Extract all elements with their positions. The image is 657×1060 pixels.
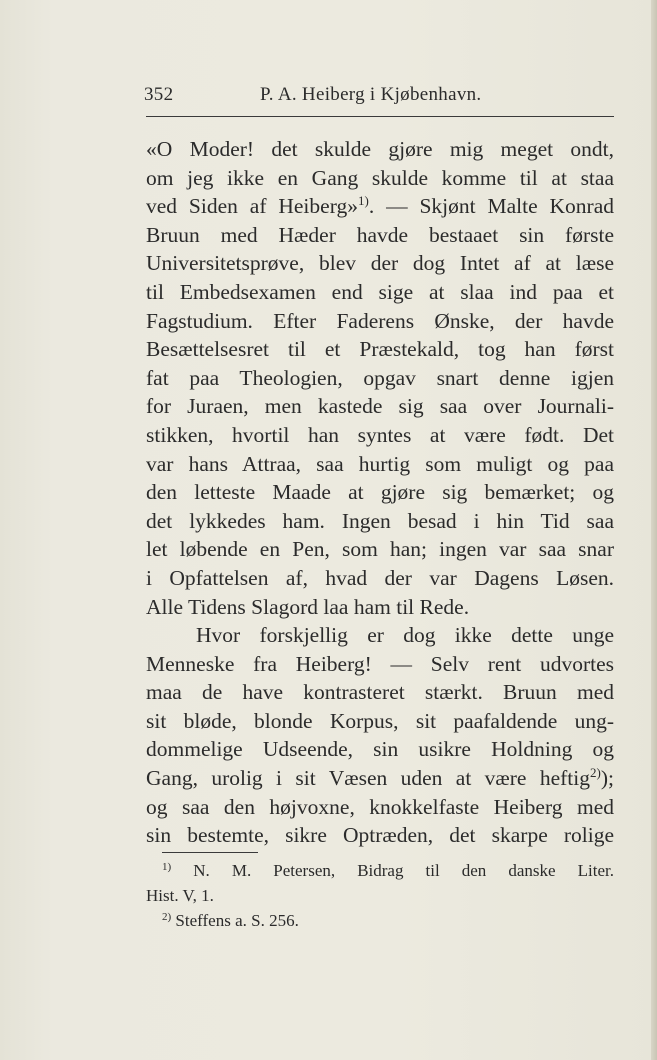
footnotes bbox=[146, 858, 614, 933]
page-number: 352 bbox=[144, 84, 174, 105]
footnote-mark: 1) bbox=[162, 861, 172, 873]
footnote-1-text: N. M. Petersen, Bidrag til den danske Liter. bbox=[193, 861, 615, 880]
text-line: stikken, hvortil han syntes at være født. Det bbox=[146, 422, 614, 447]
text-line: «O Moder! det skulde gjøre mig meget ondt, bbox=[146, 137, 614, 161]
text-line: Besættelsesret til et Præstekald, tog han først bbox=[146, 337, 614, 362]
text-line: Hvor forskjellig er dog ikke dette unge bbox=[196, 623, 614, 648]
page-header bbox=[144, 84, 614, 112]
text-line: og saa den højvoxne, knokkelfaste Heiberg med bbox=[146, 794, 614, 819]
text-line-start: ved Siden af Heiberg» bbox=[146, 194, 358, 219]
text-line: let løbende en Pen, som han; ingen var saa snar bbox=[146, 537, 614, 562]
text-line: fat paa Theologien, opgav snart denne igjen bbox=[146, 365, 614, 390]
text-line: for Juraen, men kastede sig saa over Journali- bbox=[146, 394, 614, 419]
footnote-ref-number: 1 bbox=[357, 193, 365, 209]
text-line: Alle Tidens Slagord laa ham til Rede. bbox=[146, 594, 470, 619]
text-line: sin bestemte, sikre Optræden, det skarpe rolige bbox=[146, 823, 614, 848]
text-line: var hans Attraa, saa hurtig som muligt og paa bbox=[146, 451, 614, 476]
text-line-start: Gang, urolig i sit Væsen uden at være heftig bbox=[146, 766, 591, 791]
footnote-mark-number: 2 bbox=[162, 911, 168, 923]
text-line bbox=[146, 192, 614, 221]
footnote-ref-2: 2) bbox=[590, 765, 601, 781]
text-line: Bruun med Hæder havde bestaaet sin første bbox=[146, 222, 614, 247]
text-line: dommelige Udseende, sin usikre Holdning og bbox=[146, 737, 614, 762]
footnote-mark: 2) bbox=[162, 911, 172, 923]
footnote-1-continued: Hist. V, 1. bbox=[146, 886, 214, 905]
text-line: Universitetsprøve, blev der dog Intet af at læse bbox=[146, 251, 614, 276]
text-line-end: ); bbox=[600, 766, 614, 791]
footnote-ref-1: 1) bbox=[357, 193, 369, 209]
header-rule bbox=[146, 116, 614, 117]
footnote-2-text: Steffens a. S. 256. bbox=[175, 911, 299, 930]
footnote-2 bbox=[146, 908, 614, 933]
footnote-1 bbox=[146, 858, 614, 883]
text-line: det lykkedes ham. Ingen besad i hin Tid saa bbox=[146, 508, 614, 533]
footnote-mark-number: 1 bbox=[162, 861, 168, 873]
text-line: i Opfattelsen af, hvad der var Dagens Løsen. bbox=[146, 565, 614, 590]
page-edge bbox=[651, 0, 657, 1060]
footnote-rule bbox=[162, 852, 258, 853]
running-title: P. A. Heiberg i Kjøbenhavn. bbox=[260, 84, 482, 105]
text-line: Menneske fra Heiberg! — Selv rent udvortes bbox=[146, 651, 614, 676]
text-line: om jeg ikke en Gang skulde komme til at staa bbox=[146, 165, 614, 190]
text-line: Fagstudium. Efter Faderens Ønske, der havde bbox=[146, 308, 614, 333]
text-line bbox=[146, 764, 614, 793]
text-line: til Embedsexamen end sige at slaa ind paa et bbox=[146, 279, 614, 304]
text-line-end: . — Skjønt Malte Konrad bbox=[368, 194, 614, 219]
text-line: den letteste Maade at gjøre sig bemærket; og bbox=[146, 480, 614, 505]
text-line: sit bløde, blonde Korpus, sit paafaldende ung- bbox=[146, 708, 614, 733]
body-text bbox=[146, 135, 614, 850]
text-line: maa de have kontrasteret stærkt. Bruun med bbox=[146, 680, 614, 705]
